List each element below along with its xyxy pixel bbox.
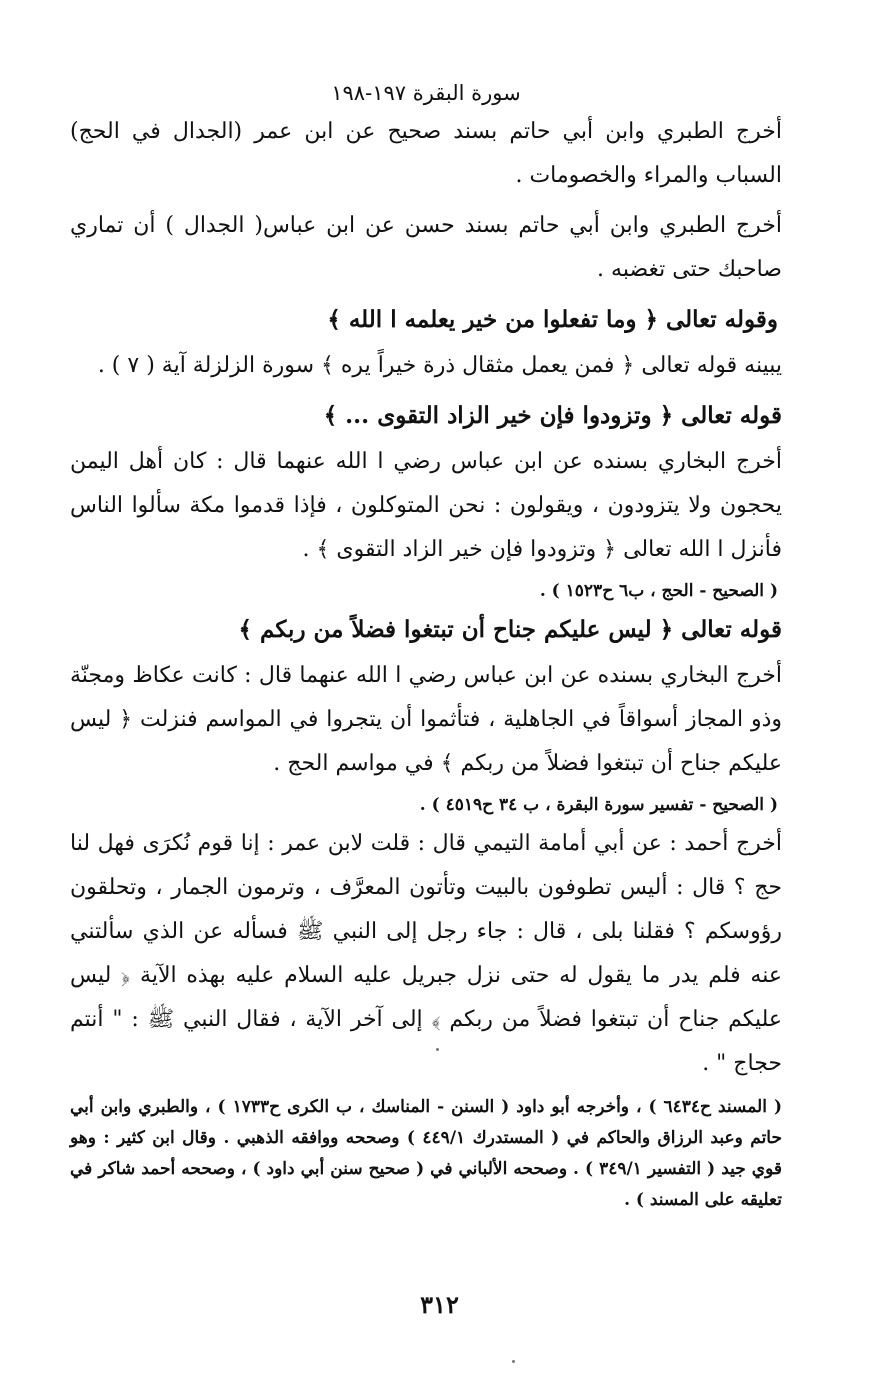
paragraph-tabari-ibn-abbas: أخرج الطبري وابن أبي حاتم بسند حسن عن ابن عباس( الجدال ) أن تماري صاحبك حتى تغضبه .	[70, 213, 782, 282]
running-header: سورة البقرة ١٩٧-١٩٨	[331, 81, 521, 105]
verse-heading-laysa-alaykum: قوله تعالى ﴿ ليس عليكم جناح أن تبتغوا فضلاً من ربكم ﴾	[238, 616, 782, 643]
citation-sahih-tafsir: ( الصحيح - تفسير سورة البقرة ، ب ٣٤ ح٤٥١٩ ) .	[419, 795, 778, 815]
paragraph-bukhari-yemen: أخرج البخاري بسنده عن ابن عباس رضي ا الله عنهما قال : كان أهل اليمن يحجون ولا يتزودون ، ويقولون : نحن المتوكلون ، فإذا قدموا مكة سألوا الناس فأنزل ا الله تعالى ﴿ وتزودوا فإن خير الزاد التقوى ﴾ .	[70, 449, 782, 562]
verse-heading-wama-tafalu: وقوله تعالى ﴿ وما تفعلوا من خير يعلمه ا الله ﴾	[327, 306, 778, 333]
paragraph-ahmad-abu-umama: أخرج أحمد : عن أبي أمامة التيمي قال : قلت لابن عمر : إنا قوم نُكرَى فهل لنا حج ؟ قال : أليس تطوفون بالبيت وتأتون المعرَّف ، وترمون الجمار ، وتحلقون رؤوسكم ؟ فقلنا بلى ، قال : جاء رجل إلى النبي ﷺ فسأله عن الذي سألتني عنه فلم يدر ما يقول له حتى نزل جبريل عليه السلام عليه بهذه الآية ﴿ ليس عليكم جناح أن تبتغوا فضلاً من ربكم ﴾ إلى آخر الآية ، فقال النبي ﷺ : " أنتم حجاج " .	[70, 831, 782, 1076]
paragraph-zalzala-reference: يبينه قوله تعالى ﴿ فمن يعمل مثقال ذرة خيراً يره ﴾ سورة الزلزلة آية ( ٧ ) .	[97, 353, 782, 378]
footnote-takhrij: ( المسند ح٦٤٣٤ ) ، وأخرجه أبو داود ( السنن - المناسك ، ب الكرى ح١٧٣٣ ) ، والطبري وابن أبي حاتم وعبد الرزاق والحاكم في ( المستدرك ٤٤٩/١ ) وصححه ووافقه الذهبي . وقال ابن كثير : وهو قوي جيد ( التفسير ٣٤٩/١ ) . وصححه الألباني في ( صحيح سنن أبي داود ) ، وصححه أحمد شاكر في تعليقه على المسند ) .	[70, 1097, 782, 1210]
paragraph-tabari-ibn-umar: أخرج الطبري وابن أبي حاتم بسند صحيح عن ابن عمر (الجدال في الحج) السباب والمراء والخصومات .	[70, 119, 782, 188]
page-number: ٣١٢	[420, 1290, 459, 1319]
citation-sahih-hajj: ( الصحيح - الحج ، ب٦ ح١٥٢٣ ) .	[539, 581, 778, 601]
page-body	[70, 78, 782, 1216]
paragraph-bukhari-ukaz: أخرج البخاري بسنده عن ابن عباس رضي ا الله عنهما قال : كانت عكاظ ومجنّة وذو المجاز أسواقاً في الجاهلية ، فتأثموا أن يتجروا في المواسم فنزلت ﴿ ليس عليكم جناح أن تبتغوا فضلاً من ربكم ﴾ في مواسم الحج .	[70, 663, 782, 776]
speck-mark	[436, 1048, 439, 1051]
verse-heading-tazawwadu: قوله تعالى ﴿ وتزودوا فإن خير الزاد التقوى ... ﴾	[323, 402, 782, 429]
speck-mark	[512, 1360, 515, 1363]
